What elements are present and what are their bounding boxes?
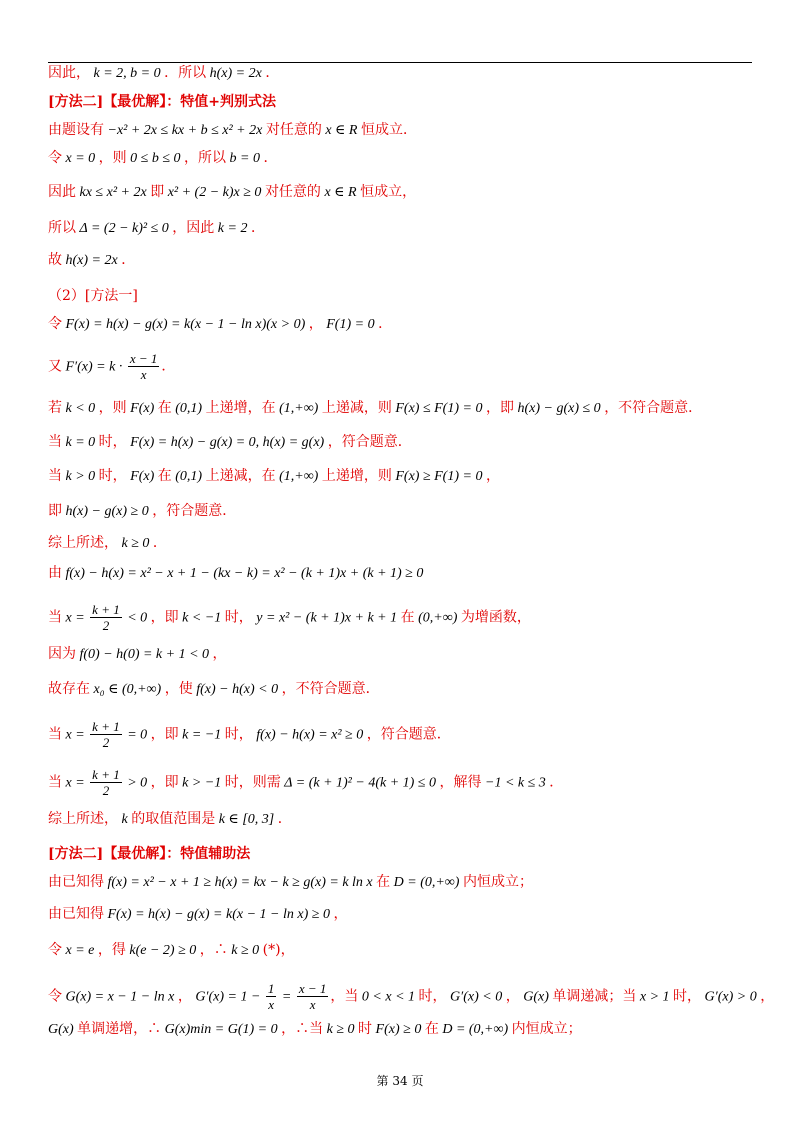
text-run: ，解得	[439, 774, 482, 791]
text-run: 上递增，则	[321, 468, 392, 484]
math-expression: k = 2	[214, 221, 251, 236]
math-expression: D = (0,+∞)	[438, 1022, 512, 1037]
text-run: 又	[48, 358, 62, 375]
text-run: 时，	[98, 468, 127, 484]
fraction-denominator: 2	[102, 618, 110, 633]
math-expression: x =	[62, 610, 89, 626]
text-run: ，符合题意．	[327, 434, 412, 450]
math-expression: f(0) − h(0) = k + 1 < 0	[76, 647, 213, 662]
math-expression: x² + (2 − k)x ≥ 0	[164, 185, 265, 200]
text-run: 令	[48, 316, 62, 332]
text-run: 恒成立．	[360, 122, 417, 138]
math-expression: b = 0	[226, 151, 264, 166]
math-expression: −x² + 2x ≤ kx + b ≤ x² + 2x	[104, 123, 266, 138]
text-run: 在	[157, 400, 172, 416]
text-run: 因此，	[48, 65, 90, 81]
text-run: ．	[265, 65, 280, 81]
text-run: ．	[263, 150, 278, 166]
solution-line	[48, 1019, 582, 1040]
text-run: ，符合题意．	[366, 726, 451, 743]
text-run: (*)，	[262, 942, 295, 958]
text-run: 对任意的	[264, 184, 321, 200]
math-expression: k = 0	[62, 435, 99, 450]
math-expression: x₀ ∈ (0,+∞)	[90, 682, 165, 697]
text-run: ，当	[330, 988, 359, 1005]
text-run: ．	[378, 316, 393, 332]
math-expression: k(e − 2) ≥ 0	[125, 943, 200, 958]
page-number: 第 34 页	[376, 1074, 424, 1088]
text-run: ．	[250, 220, 265, 236]
text-run: 故	[48, 252, 62, 268]
text-run: 综上所述，	[48, 811, 118, 827]
math-fraction	[297, 981, 329, 1012]
math-expression: (0,+∞)	[414, 610, 461, 626]
fraction-numerator: x − 1	[129, 351, 158, 366]
math-expression: F(x) = h(x) − g(x) = k(x − 1 − ln x)(x > 0)	[62, 317, 309, 332]
math-expression: x > 1	[636, 989, 674, 1005]
math-expression: k > 0	[62, 469, 99, 484]
text-run: ，∴	[199, 942, 228, 958]
text-run: 所以	[48, 220, 76, 236]
math-expression: f(x) − h(x) = x² ≥ 0	[252, 727, 367, 743]
text-run: 上递增，在	[205, 400, 276, 416]
text-run: 因为	[48, 646, 76, 662]
solution-line	[48, 182, 416, 203]
math-expression: G′(x) > 0	[701, 989, 761, 1005]
text-run: ，则	[98, 400, 127, 416]
math-expression: F(1) = 0	[322, 317, 379, 332]
math-expression: k = 2, b = 0	[90, 66, 165, 81]
solution-line	[48, 314, 392, 335]
text-run: 令	[48, 942, 62, 958]
text-run: ．	[277, 811, 292, 827]
text-run: 时，	[673, 988, 702, 1005]
text-run: 时	[358, 1021, 373, 1037]
math-expression: k ≥ 0	[227, 943, 263, 958]
math-expression: (1,+∞)	[275, 401, 322, 416]
text-run: ，	[177, 988, 192, 1005]
math-expression: x ∈ R	[320, 185, 361, 200]
math-fraction	[90, 767, 122, 798]
solution-line	[48, 872, 533, 893]
text-run: 令	[48, 150, 62, 166]
text-run: ．所以	[164, 65, 207, 81]
fraction-denominator: x	[309, 997, 316, 1012]
solution-line	[48, 501, 236, 522]
text-run: 在	[424, 1021, 439, 1037]
text-run: 的取值范围是	[131, 811, 216, 827]
text-run: ，因此	[172, 220, 215, 236]
math-expression: F(x) ≤ F(1) = 0	[391, 401, 486, 416]
math-expression: G(x)	[48, 1022, 78, 1037]
text-run: ，	[212, 646, 227, 662]
text-run: 当	[48, 774, 62, 791]
math-expression: =	[278, 989, 295, 1005]
text-run: ，∴当	[281, 1021, 324, 1037]
text-run: 因此	[48, 184, 76, 200]
text-run: 当	[48, 468, 62, 484]
text-run: ，	[308, 316, 323, 332]
text-run: [方法二]【最优解】：特值辅助法	[48, 846, 251, 862]
text-run: ，不符合题意．	[604, 400, 703, 416]
math-expression: F′(x) = k ·	[62, 359, 126, 375]
solution-line	[48, 63, 279, 84]
fraction-numerator: k + 1	[92, 767, 120, 782]
solution-line	[48, 767, 563, 798]
text-run: 由已知得	[48, 874, 104, 890]
math-fraction	[266, 981, 277, 1012]
math-expression: x ∈ R	[321, 123, 361, 138]
method-heading	[48, 844, 250, 864]
text-run: 时，	[224, 609, 253, 626]
math-expression: G′(x) = 1 −	[191, 989, 264, 1005]
solution-line	[48, 398, 702, 419]
solution-line	[48, 466, 500, 487]
solution-line	[48, 351, 175, 382]
solution-line	[48, 286, 138, 306]
fraction-denominator: 2	[102, 735, 110, 750]
text-run: ，则	[98, 150, 127, 166]
math-expression: x =	[62, 775, 89, 791]
math-expression: f(x) = x² − x + 1 ≥ h(x) = kx − k ≥ g(x) = k ln x	[104, 875, 377, 890]
text-run: ，即	[485, 400, 514, 416]
math-expression: < 0	[123, 610, 151, 626]
text-run: 当	[48, 434, 62, 450]
math-expression: h(x) = 2x	[62, 253, 122, 268]
math-expression: F(x) ≥ F(1) = 0	[391, 469, 486, 484]
text-run: ，	[485, 468, 500, 484]
math-expression: k ∈ [0, 3]	[215, 812, 278, 827]
math-expression: G′(x) < 0	[446, 989, 506, 1005]
text-run: 单调递增，∴	[77, 1021, 162, 1037]
math-expression: (1,+∞)	[275, 469, 322, 484]
math-expression: k	[118, 812, 132, 827]
solution-line	[48, 563, 423, 584]
fraction-denominator: 2	[102, 783, 110, 798]
math-expression: F(x) = h(x) − g(x) = 0, h(x) = g(x)	[126, 435, 328, 450]
text-run: 由已知得	[48, 906, 104, 922]
text-run: [方法二]【最优解】：特值+判别式法	[48, 94, 276, 110]
math-expression: 0 < x < 1	[358, 989, 419, 1005]
text-run: 对任意的	[265, 122, 322, 138]
text-run: ，使	[164, 681, 193, 697]
solution-line	[48, 719, 451, 750]
text-run: 故存在	[48, 681, 90, 697]
text-run: 为增函数，	[460, 609, 531, 626]
text-run: 即	[150, 184, 165, 200]
math-expression: k ≥ 0	[118, 536, 153, 551]
text-run: ，	[760, 988, 775, 1005]
math-expression: D = (0,+∞)	[390, 875, 463, 890]
text-run: ，所以	[184, 150, 227, 166]
method-heading	[48, 92, 276, 112]
text-run: ．	[121, 252, 136, 268]
text-run: 时，	[224, 726, 253, 743]
text-run: 若	[48, 400, 62, 416]
solution-line	[48, 904, 347, 925]
math-expression: (0,1)	[171, 469, 206, 484]
math-expression: G(x)min = G(1) = 0	[161, 1022, 282, 1037]
text-run: 时，则需	[224, 774, 281, 791]
math-expression: F(x)	[126, 401, 158, 416]
math-expression: k > −1	[178, 775, 225, 791]
text-run: 即	[48, 503, 62, 519]
text-run: 在	[157, 468, 172, 484]
fraction-denominator: x	[268, 997, 275, 1012]
text-run: ，不符合题意．	[281, 681, 380, 697]
text-run: ，	[505, 988, 520, 1005]
text-run: 时，	[418, 988, 447, 1005]
solution-line	[48, 533, 167, 554]
text-run: 内恒成立；	[462, 874, 533, 890]
text-run: 综上所述，	[48, 535, 118, 551]
math-expression: x = e	[62, 943, 98, 958]
solution-line	[48, 120, 417, 141]
fraction-numerator: k + 1	[92, 719, 120, 734]
fraction-numerator: x − 1	[298, 981, 327, 996]
math-expression: f(x) − h(x) < 0	[192, 682, 282, 697]
solution-line	[48, 644, 227, 665]
text-run: ，符合题意．	[152, 503, 237, 519]
solution-line	[48, 679, 380, 700]
text-run: ，即	[150, 726, 179, 743]
text-run: 恒成立，	[360, 184, 417, 200]
text-run: 内恒成立；	[511, 1021, 582, 1037]
text-run: ，得	[97, 942, 126, 958]
math-expression: F(x)	[126, 469, 158, 484]
math-expression: −1 < k ≤ 3	[481, 775, 550, 791]
text-run: ，	[333, 906, 348, 922]
solution-line	[48, 250, 135, 271]
math-expression: Δ = (2 − k)² ≤ 0	[76, 221, 173, 236]
text-run: ．	[152, 535, 167, 551]
text-run: 单调递减；当	[552, 988, 637, 1005]
text-run: 上递减，则	[321, 400, 392, 416]
text-run: 当	[48, 609, 62, 626]
math-expression: k = −1	[178, 727, 225, 743]
math-expression: f(x) − h(x) = x² − x + 1 − (kx − k) = x² − (k + 1)x + (k + 1) ≥ 0	[62, 566, 424, 581]
math-fraction	[128, 351, 160, 382]
solution-line	[48, 432, 412, 453]
math-expression: k < −1	[178, 610, 225, 626]
text-run: ，即	[150, 774, 179, 791]
text-run: 由	[48, 565, 62, 581]
math-expression: x = 0	[62, 151, 99, 166]
math-expression: h(x) − g(x) ≥ 0	[62, 504, 153, 519]
math-expression: x =	[62, 727, 89, 743]
fraction-numerator: 1	[267, 981, 275, 996]
text-run: 当	[48, 726, 62, 743]
text-run: 在	[400, 609, 415, 626]
math-expression: G(x)	[519, 989, 553, 1005]
math-expression: y = x² − (k + 1)x + k + 1	[252, 610, 401, 626]
math-expression: k < 0	[62, 401, 99, 416]
solution-line	[48, 148, 278, 169]
math-expression: = 0	[123, 727, 151, 743]
solution-line	[48, 602, 531, 633]
math-expression: G(x) = x − 1 − ln x	[62, 989, 178, 1005]
math-fraction	[90, 719, 122, 750]
math-expression: F(x) = h(x) − g(x) = k(x − 1 − ln x) ≥ 0	[104, 907, 334, 922]
math-expression: kx ≤ x² + 2x	[76, 185, 151, 200]
math-expression: h(x) = 2x	[206, 66, 266, 81]
solution-line	[48, 218, 265, 239]
math-expression: h(x) − g(x) ≤ 0	[513, 401, 605, 416]
text-run: 令	[48, 988, 62, 1005]
text-run: 由题设有	[48, 122, 104, 138]
text-run: 时，	[98, 434, 127, 450]
math-fraction	[90, 602, 122, 633]
math-expression: Δ = (k + 1)² − 4(k + 1) ≤ 0	[280, 775, 440, 791]
text-run: 上递减，在	[205, 468, 276, 484]
math-expression: k ≥ 0	[323, 1022, 359, 1037]
math-expression: (0,1)	[171, 401, 206, 416]
fraction-denominator: x	[140, 367, 147, 382]
fraction-numerator: k + 1	[92, 602, 120, 617]
solution-line	[48, 940, 295, 961]
text-run: ．	[161, 358, 176, 375]
text-run: （2）[方法一]	[48, 288, 138, 304]
math-expression: F(x) ≥ 0	[372, 1022, 425, 1037]
math-expression: 0 ≤ b ≤ 0	[126, 151, 185, 166]
solution-line	[48, 809, 292, 830]
text-run: 在	[376, 874, 391, 890]
text-run: ．	[549, 774, 564, 791]
math-expression: > 0	[123, 775, 151, 791]
solution-line	[48, 981, 774, 1012]
text-run: ，即	[150, 609, 179, 626]
